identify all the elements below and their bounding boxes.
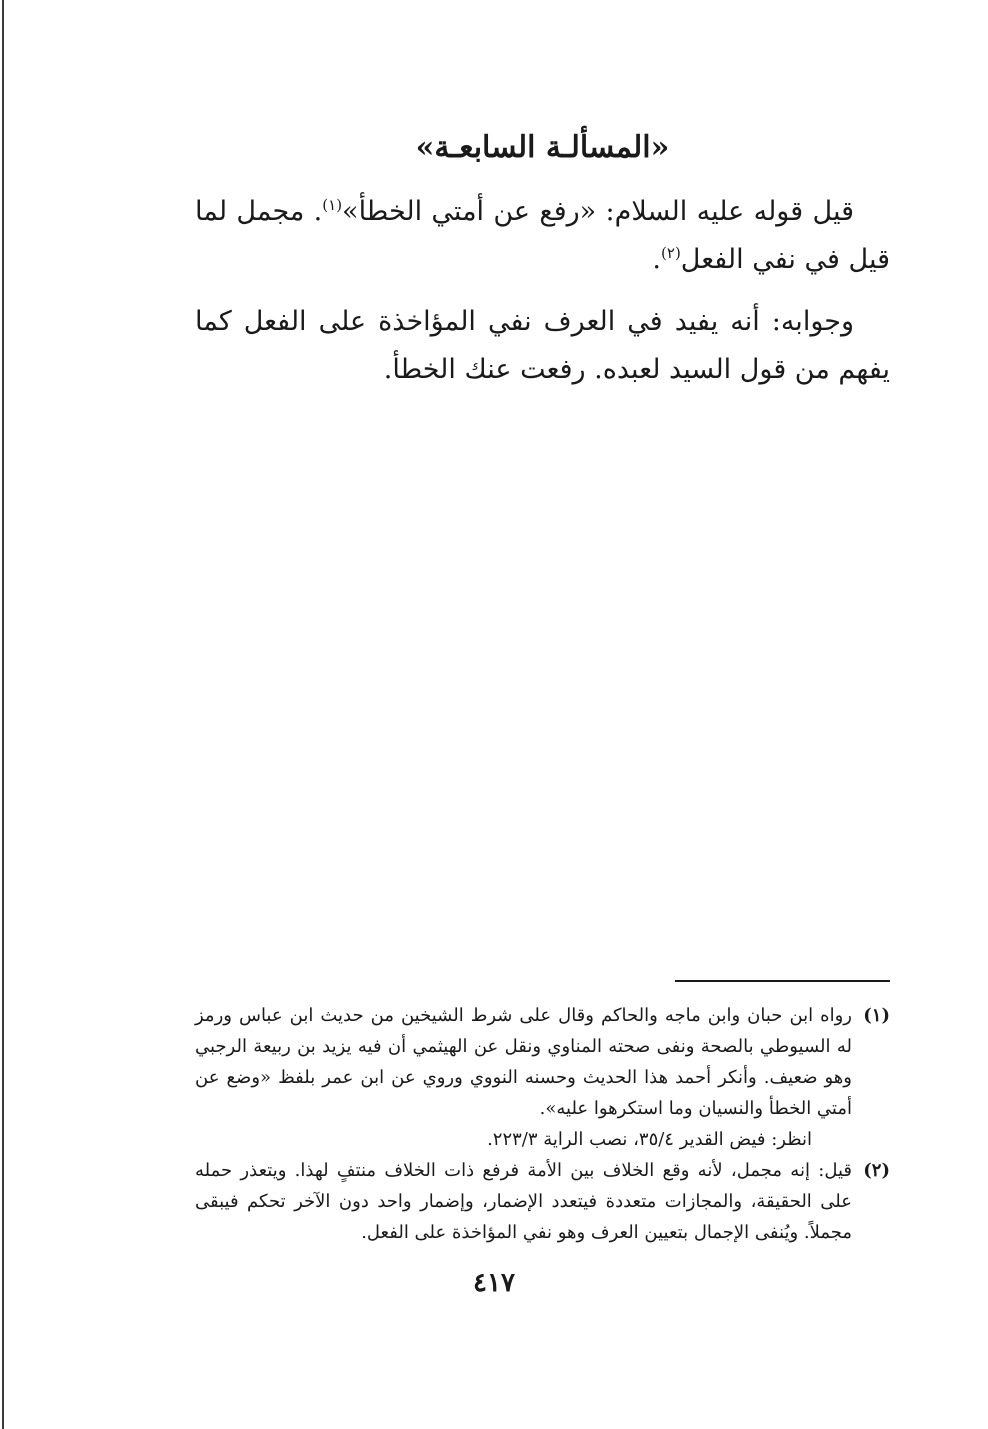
footnote-1-reference: انظر: فيض القدير ٣٥/٤، نصب الراية ٢٢٣/٣. <box>487 1129 812 1150</box>
paragraph-1 <box>195 188 890 284</box>
footnote-1-number: (١) <box>863 1005 890 1026</box>
paragraph-1-text-3: . <box>652 244 662 275</box>
paragraph-1-text-2: . مجمل لما قيل في نفي الفعل <box>195 196 890 275</box>
paragraph-2: وجوابه: أنه يفيد في العرف نفي المؤاخذة على الفعل كما يفهم من قول السيد لعبده. رفعت عنك الخطأ. <box>195 306 890 385</box>
page-number: ٤١٧ <box>473 1268 515 1298</box>
footnote-2-number: (٢) <box>863 1160 890 1181</box>
footnotes-section <box>195 980 890 1248</box>
section-heading: «المسألـة السابعـة» <box>415 130 670 165</box>
paragraph-1-text: قيل قوله عليه السلام: «رفع عن أمتي الخطأ» <box>342 196 854 227</box>
footnote-1 <box>195 1000 890 1124</box>
footnote-ref-1: (١) <box>322 196 343 214</box>
footnote-2-text: قيل: إنه مجمل، لأنه وقع الخلاف بين الأمة فرفع ذات الخلاف منتفٍ لهذا. ويتعذر حمله على الحقيقة، والمجازات متعددة فيتعدد الإضمار، وإضمار واحد دون الآخر تحكم فيبقى مجملاً. ويُنفى الإجمال بتعيين العرف وهو نفي المؤاخذة على الفعل. <box>195 1160 852 1243</box>
footnote-1-text: رواه ابن حبان وابن ماجه والحاكم وقال على شرط الشيخين من حديث ابن عباس ورمز له السيوطي بالصحة ونفى صحته المناوي ونقل عن الهيثمي أن فيه يزيد بن ربيعة الرجبي وهو ضعيف. وأنكر أحمد هذا الحديث وحسنه النووي وروي عن ابن عمر بلفظ «وضع عن أمتي الخطأ والنسيان وما استكرهوا عليه». <box>195 1005 852 1119</box>
footnote-divider <box>675 980 890 982</box>
scan-edge-line <box>2 0 4 1429</box>
footnote-2 <box>195 1155 890 1248</box>
footnote-ref-2: (٢) <box>661 244 681 262</box>
main-text-block <box>195 130 890 408</box>
